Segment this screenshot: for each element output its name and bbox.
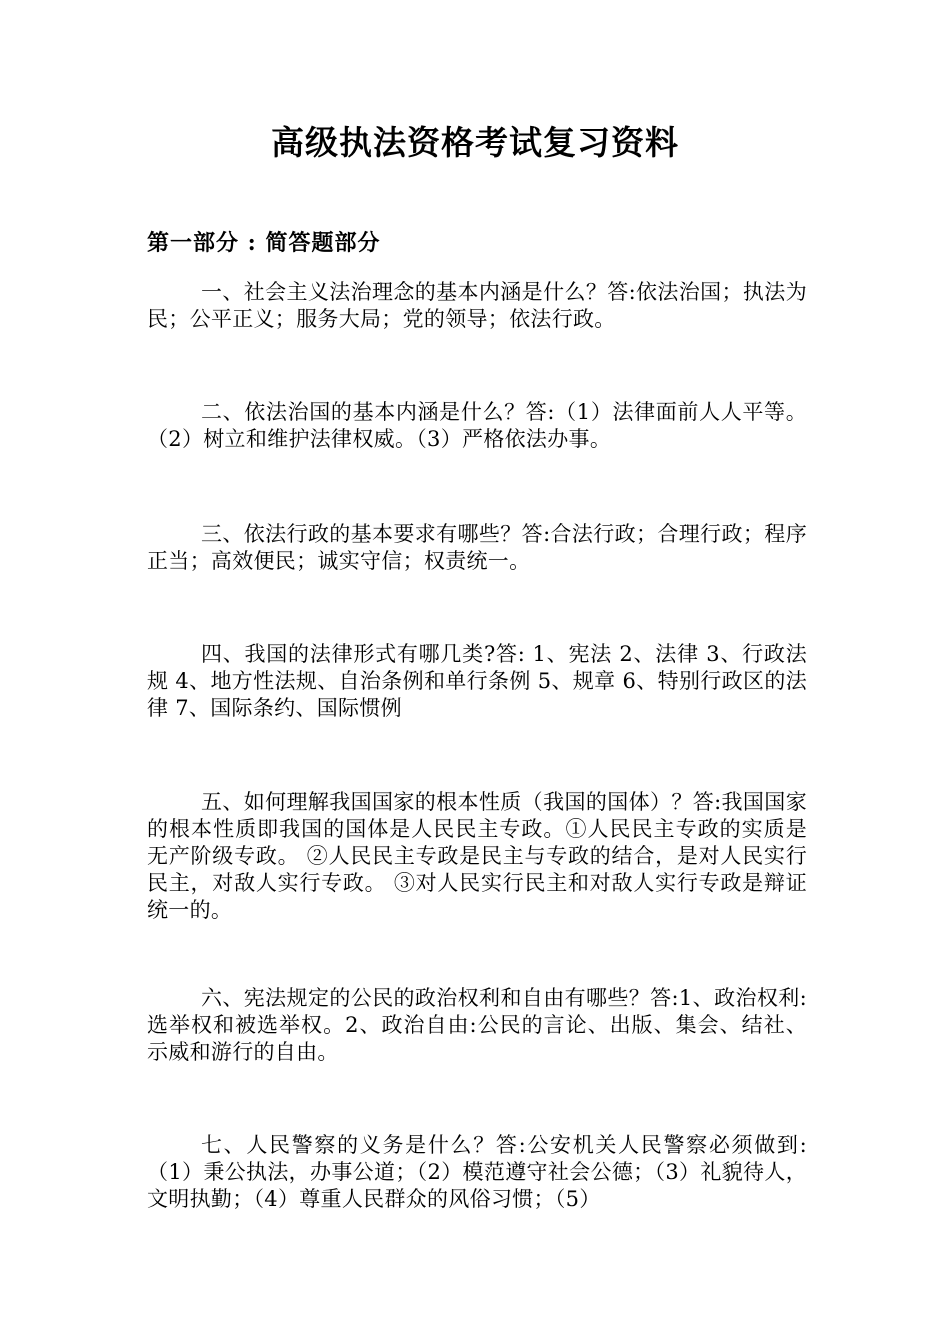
document-title: 高级执法资格考试复习资料 xyxy=(271,123,679,162)
question-paragraph-2: 二、依法治国的基本内涵是什么？答:（1）法律面前人人平等。（2）树立和维护法律权威。（3）严格依法办事。 xyxy=(147,400,807,451)
question-paragraph-1: 一、社会主义法治理念的基本内涵是什么？答:依法治国；执法为民；公平正义；服务大局；党的领导；依法行政。 xyxy=(147,280,807,331)
question-paragraph-5: 五、如何理解我国国家的根本性质（我国的国体）？答:我国国家的根本性质即我国的国体是人民民主专政。①人民民主专政的实质是无产阶级专政。 ②人民民主专政是民主与专政的结合，是对人民实行民主，对敌人实行专政。 ③对人民实行民主和对敌人实行专政是辩证统一的。 xyxy=(147,790,807,922)
question-paragraph-7: 七、人民警察的义务是什么？答:公安机关人民警察必须做到:（1）秉公执法，办事公道；（2）模范遵守社会公德；（3）礼貌待人，文明执勤；（4）尊重人民群众的风俗习惯；（5） xyxy=(147,1133,807,1211)
question-paragraph-3: 三、依法行政的基本要求有哪些？答:合法行政；合理行政；程序正当；高效便民；诚实守信；权责统一。 xyxy=(147,522,807,573)
question-paragraph-4: 四、我国的法律形式有哪几类?答: 1、宪法 2、法律 3、行政法规 4、地方性法规、自治条例和单行条例 5、规章 6、特别行政区的法律 7、国际条约、国际惯例 xyxy=(147,642,807,720)
question-paragraph-6: 六、宪法规定的公民的政治权利和自由有哪些？答:1、政治权利:选举权和被选举权。2、政治自由:公民的言论、出版、集会、结社、示威和游行的自由。 xyxy=(147,986,807,1064)
section-heading: 第一部分 : 简答题部分 xyxy=(147,230,381,256)
